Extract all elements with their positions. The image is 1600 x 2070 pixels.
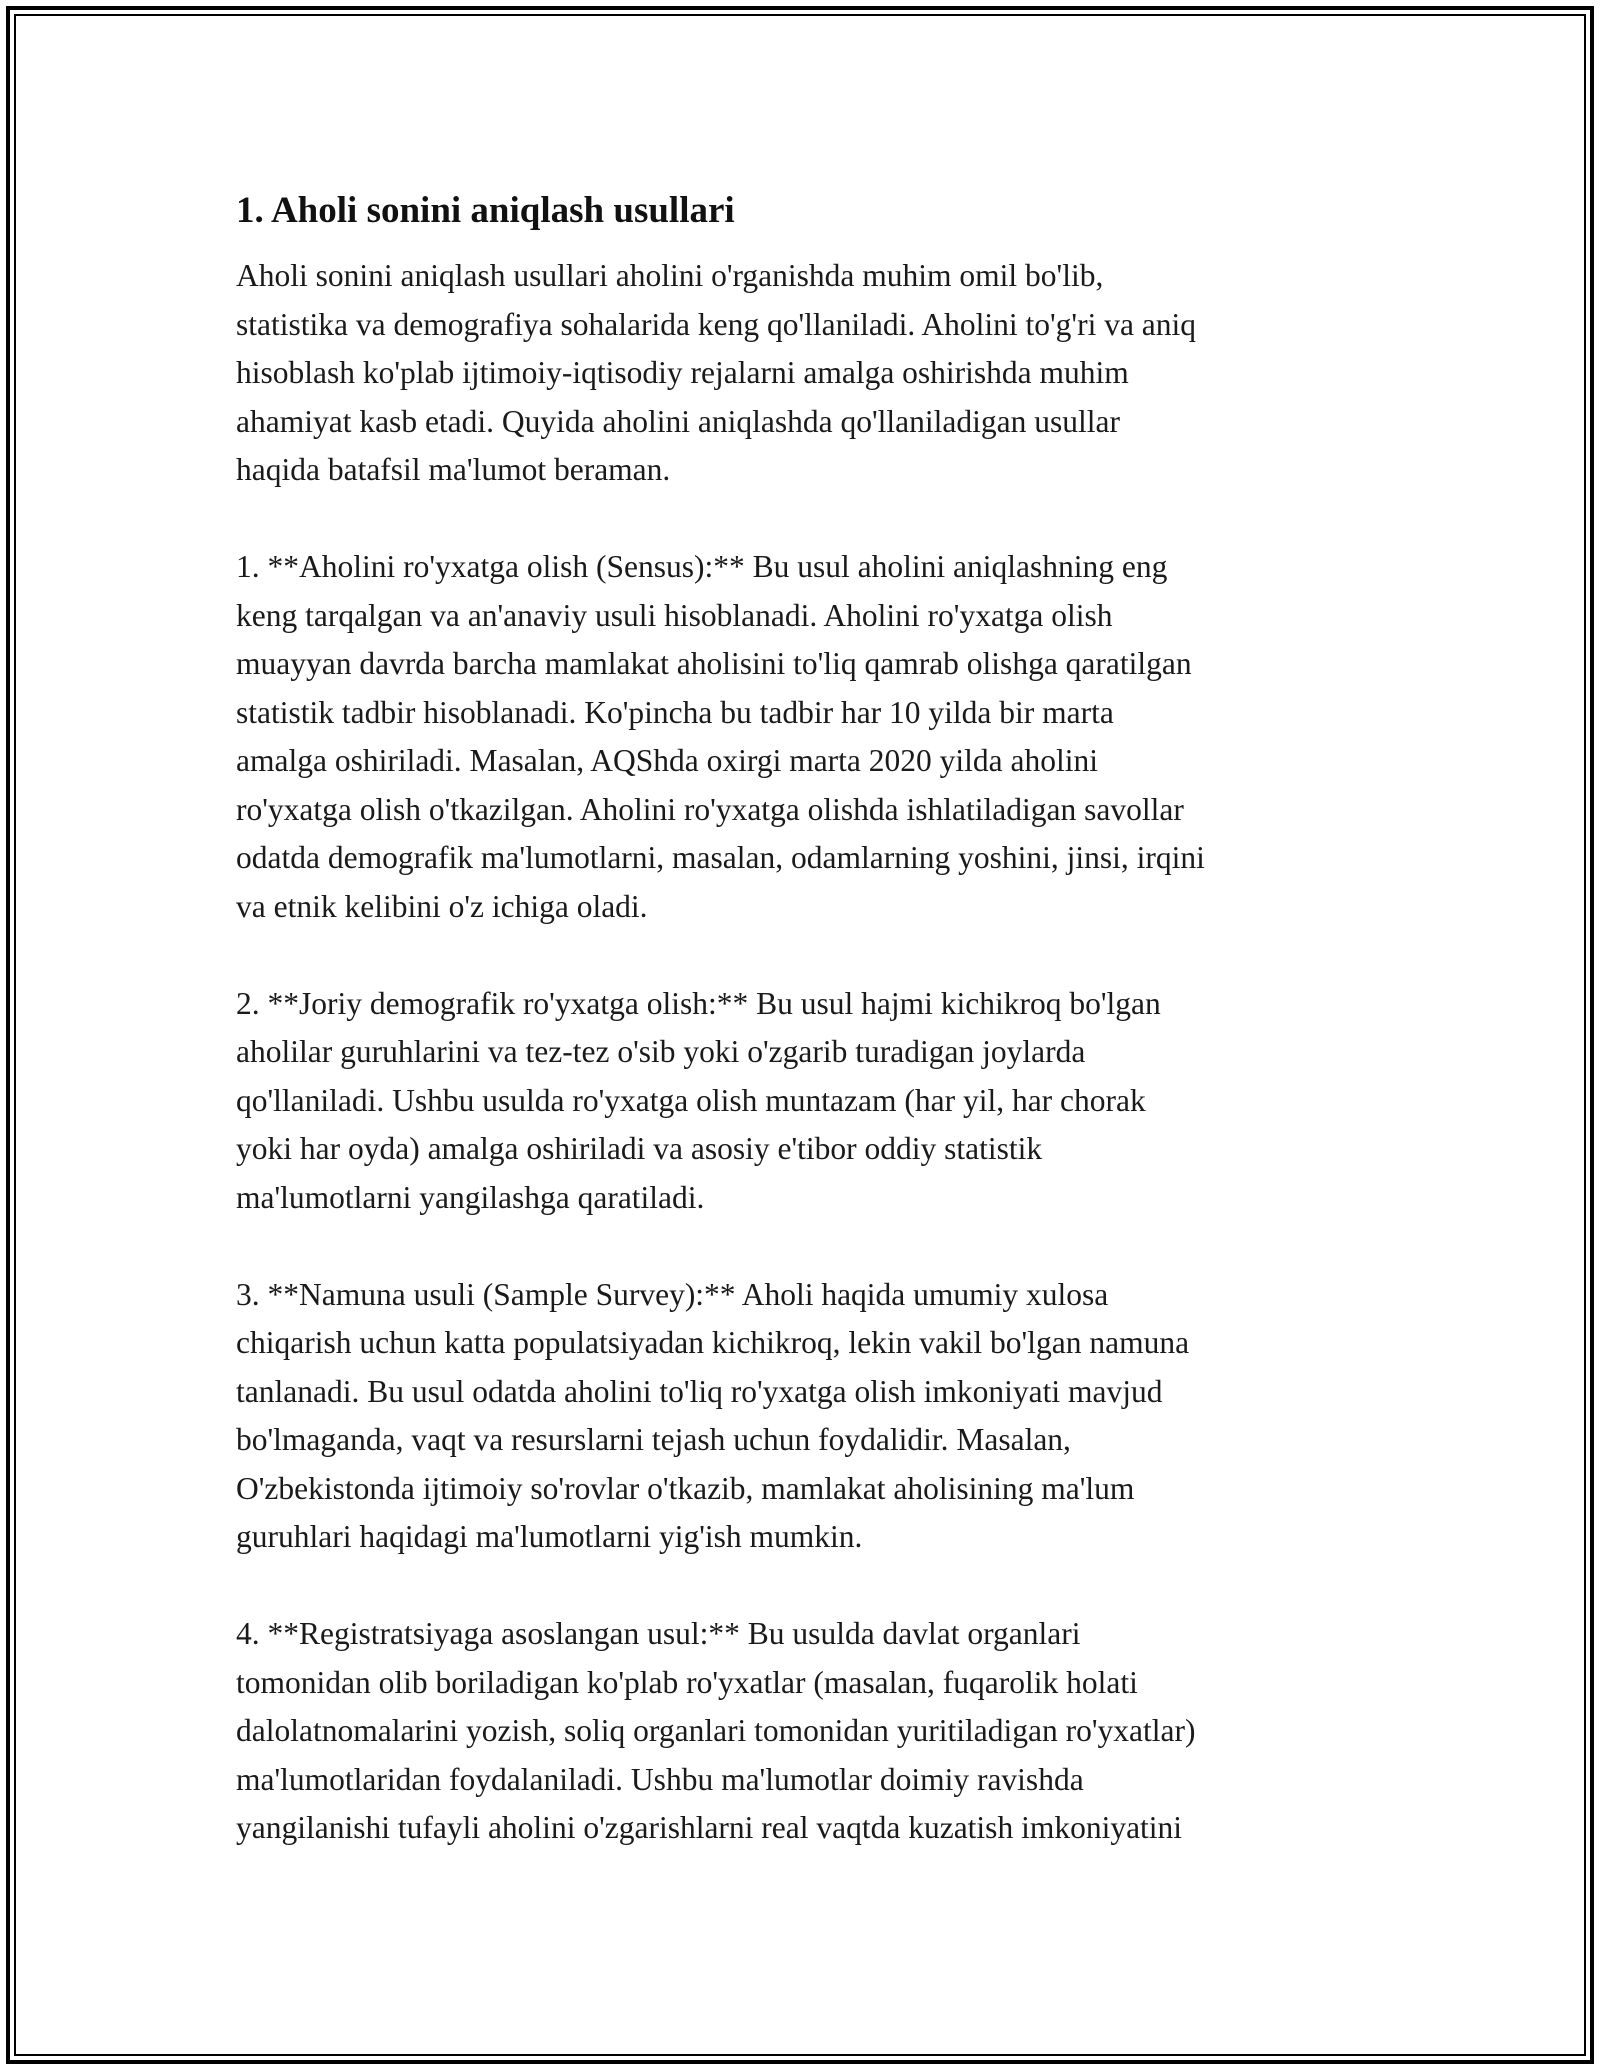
text-line: O'zbekistonda ijtimoiy so'rovlar o'tkazib, mamlakat aholisining ma'lum xyxy=(236,1470,1135,1506)
text-line: tomonidan olib boriladigan ko'plab ro'yxatlar (masalan, fuqarolik holati xyxy=(236,1664,1138,1700)
text-line: aholilar guruhlarini va tez-tez o'sib yoki o'zgarib turadigan joylarda xyxy=(236,1034,1086,1069)
text-line: 2. **Joriy demografik ro'yxatga olish:** Bu usul hajmi kichikroq bo'lgan xyxy=(236,985,1161,1021)
text-line: 3. **Namuna usuli (Sample Survey):** Aholi haqida umumiy xulosa xyxy=(236,1276,1109,1312)
paragraph-census xyxy=(236,543,1376,931)
section-heading: 1. Aholi sonini aniqlash usullari xyxy=(236,190,735,231)
text-line: hisoblash ko'plab ijtimoiy-iqtisodiy rejalarni amalga oshirishda muhim xyxy=(236,355,1129,390)
text-line: dalolatnomalarini yozish, soliq organlari tomonidan yuritiladigan ro'yxatlar) xyxy=(236,1713,1196,1748)
text-line: yoki har oyda) amalga oshiriladi va asosiy e'tibor oddiy statistik xyxy=(236,1131,1043,1166)
text-line: amalga oshiriladi. Masalan, AQShda oxirgi marta 2020 yilda aholini xyxy=(236,743,1099,778)
text-line: ma'lumotlarni yangilashga qaratiladi. xyxy=(236,1179,705,1215)
text-line: odatda demografik ma'lumotlarni, masalan, odamlarning yoshini, jinsi, irqini xyxy=(236,840,1205,875)
text-line: ro'yxatga olish o'tkazilgan. Aholini ro'yxatga olishda ishlatiladigan savollar xyxy=(236,791,1184,827)
paragraph-registry-based xyxy=(236,1610,1376,1853)
text-line: chiqarish uchun katta populatsiyadan kichikroq, lekin vakil bo'lgan namuna xyxy=(236,1325,1190,1360)
paragraph-intro xyxy=(236,252,1376,495)
text-line: 4. **Registratsiyaga asoslangan usul:** Bu usulda davlat organlari xyxy=(236,1616,1081,1651)
text-line: ma'lumotlaridan foydalaniladi. Ushbu ma'lumotlar doimiy ravishda xyxy=(236,1761,1084,1797)
text-line: bo'lmaganda, vaqt va resurslarni tejash uchun foydalidir. Masalan, xyxy=(236,1422,1071,1457)
text-line: yangilanishi tufayli aholini o'zgarishlarni real vaqtda kuzatish imkoniyatini xyxy=(236,1810,1183,1845)
text-line: statistika va demografiya sohalarida keng qo'llaniladi. Aholini to'g'ri va aniq xyxy=(236,306,1197,342)
text-line: Aholi sonini aniqlash usullari aholini o'rganishda muhim omil bo'lib, xyxy=(236,258,1104,293)
text-line: tanlanadi. Bu usul odatda aholini to'liq ro'yxatga olish imkoniyati mavjud xyxy=(236,1373,1163,1409)
text-line: statistik tadbir hisoblanadi. Ko'pincha bu tadbir har 10 yilda bir marta xyxy=(236,694,1114,730)
text-line: qo'llaniladi. Ushbu usulda ro'yxatga olish muntazam (har yil, har chorak xyxy=(236,1082,1146,1118)
document-body xyxy=(236,186,1376,1901)
text-line: muayyan davrda barcha mamlakat aholisini to'liq qamrab olishga qaratilgan xyxy=(236,646,1192,681)
text-line: 1. **Aholini ro'yxatga olish (Sensus):** Bu usul aholini aniqlashning eng xyxy=(236,549,1168,584)
text-line: ahamiyat kasb etadi. Quyida aholini aniqlashda qo'llaniladigan usullar xyxy=(236,403,1120,439)
paragraph-current-registration xyxy=(236,980,1376,1223)
text-line: keng tarqalgan va an'anaviy usuli hisoblanadi. Aholini ro'yxatga olish xyxy=(236,597,1113,633)
text-line: haqida batafsil ma'lumot beraman. xyxy=(236,452,671,487)
paragraph-sample-survey xyxy=(236,1271,1376,1562)
text-line: guruhlari haqidagi ma'lumotlarni yig'ish mumkin. xyxy=(236,1519,863,1554)
text-line: va etnik kelibini o'z ichiga oladi. xyxy=(236,888,648,924)
